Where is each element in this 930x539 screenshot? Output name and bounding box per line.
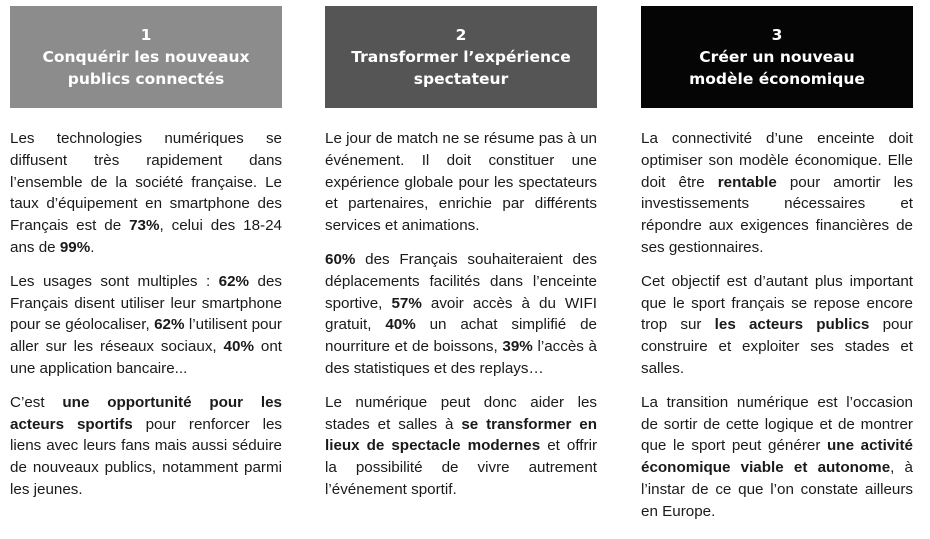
- bold-text: 57%: [391, 294, 422, 312]
- column-title-line: Créer un nouveau: [699, 48, 855, 66]
- text-run: , à l’instar de ce que l’on constate ailleurs en Europe.: [641, 459, 913, 520]
- column-body: [641, 128, 913, 523]
- bold-text: 62%: [218, 272, 250, 290]
- bold-text: 99%: [59, 238, 91, 256]
- bold-text: les acteurs publics: [714, 316, 870, 334]
- bold-text: 40%: [223, 338, 254, 356]
- text-run: Cet objectif est d’autant plus important que le sport français se repose encore trop sur: [641, 272, 913, 334]
- column-number: 3: [771, 26, 783, 44]
- paragraph: [641, 128, 913, 259]
- bold-text: une opportunité pour les acteurs sportifs: [10, 393, 282, 433]
- bold-text: 73%: [129, 217, 160, 235]
- text-run: La transition numérique est l’occasion de sortir de cette logique et de montrer que le sport peut générer: [641, 393, 913, 455]
- paragraph: [325, 392, 597, 501]
- text-run: des Français souhaiteraient des déplacements facilités dans l’enceinte sportive,: [325, 250, 597, 312]
- text-run: pour construire et exploiter ses stades et salles.: [641, 316, 913, 377]
- column-title-line: modèle économique: [689, 70, 865, 88]
- bold-text: rentable: [717, 173, 777, 191]
- text-run: avoir accès à du WIFI gratuit,: [325, 294, 597, 334]
- text-run: C’est: [10, 393, 63, 411]
- paragraph: [325, 249, 597, 380]
- text-run: ont une application bancaire...: [10, 338, 282, 377]
- bold-text: 40%: [385, 316, 416, 334]
- text-run: La connectivité d’une enceinte doit optimiser son modèle économique. Elle doit être: [641, 130, 913, 191]
- bold-text: 60%: [325, 250, 356, 268]
- text-run: pour renforcer les liens avec leurs fans mais aussi séduire de nouveaux publics, notamment parmi les jeunes.: [10, 415, 282, 498]
- text-run: l’utilisent pour aller sur les réseaux sociaux,: [10, 316, 282, 356]
- text-run: .: [90, 238, 95, 256]
- text-run: pour amortir les investissements nécessaires et répondre aux exigences financières de ses gestionnaires.: [641, 173, 913, 256]
- paragraph: [641, 392, 913, 523]
- column-1: [10, 6, 282, 513]
- text-run: Les technologies numériques se diffusent très rapidement dans l’ensemble de la société française. Le taux d’équipement en smartphone des Français est de: [10, 130, 282, 235]
- column-number: 2: [455, 26, 467, 44]
- text-run: l’accès à des statistiques et des replays…: [325, 338, 597, 377]
- column-title-line: Conquérir les nouveaux: [42, 48, 250, 66]
- column-header: [641, 6, 913, 108]
- text-run: Les usages sont multiples :: [10, 272, 219, 290]
- column-3: [641, 6, 913, 535]
- column-title-line: Transformer l’expérience: [351, 48, 571, 66]
- column-title-line: publics connectés: [67, 70, 225, 88]
- column-header: [10, 6, 282, 108]
- paragraph: [641, 271, 913, 380]
- column-body: [10, 128, 282, 501]
- bold-text: une activité économique viable et autonome: [641, 437, 913, 477]
- bold-text: 62%: [154, 316, 185, 334]
- column-title-line: spectateur: [413, 70, 509, 88]
- text-run: des Français disent utiliser leur smartphone pour se géolocaliser,: [10, 272, 282, 334]
- column-number: 1: [140, 26, 152, 44]
- column-2: [325, 6, 597, 513]
- paragraph: [325, 128, 597, 237]
- text-run: Le numérique peut donc aider les stades et salles à: [325, 393, 597, 433]
- text-run: et offrir la possibilité de vivre autrement l’événement sportif.: [325, 437, 597, 498]
- column-body: [325, 128, 597, 501]
- text-run: , celui des 18-24 ans de: [10, 217, 282, 256]
- text-run: Le jour de match ne se résume pas à un événement. Il doit constituer une expérience globale pour les spectateurs et partenaires, enrichie par différents services et animations.: [325, 130, 597, 235]
- paragraph: [10, 128, 282, 259]
- column-header: [325, 6, 597, 108]
- bold-text: 39%: [502, 338, 533, 356]
- paragraph: [10, 271, 282, 380]
- paragraph: [10, 392, 282, 501]
- bold-text: se transformer en lieux de spectacle modernes: [325, 415, 597, 455]
- text-run: un achat simplifié de nourriture et de boissons,: [325, 316, 597, 356]
